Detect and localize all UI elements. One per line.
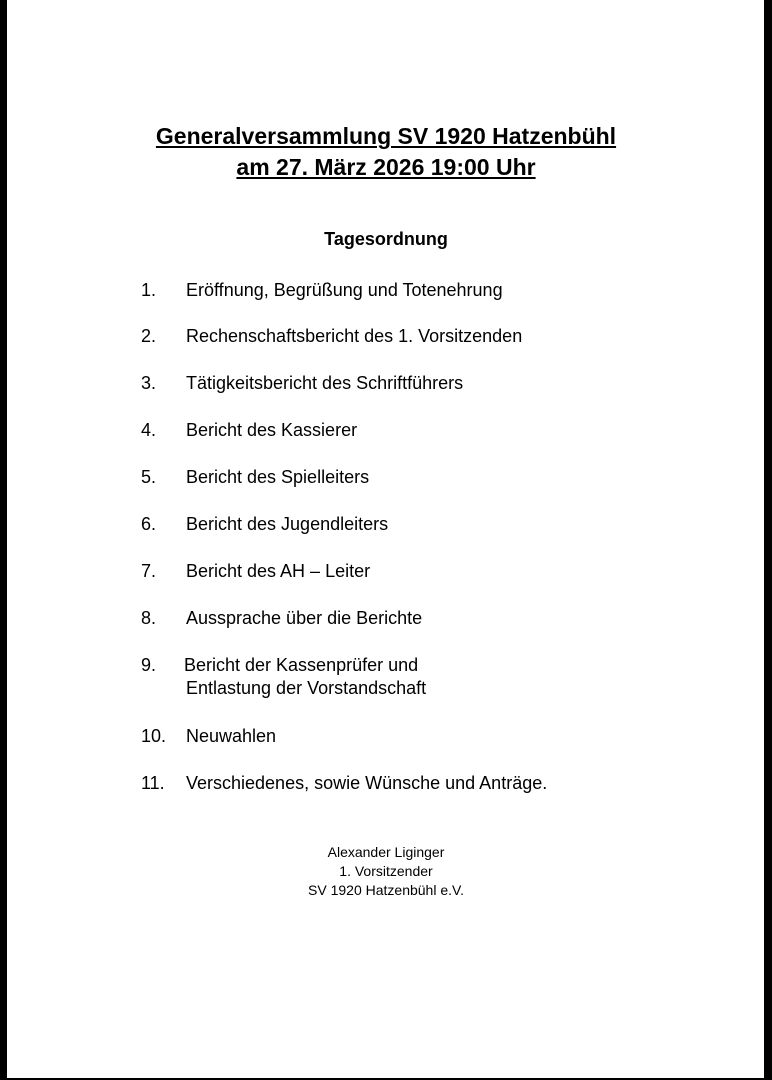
agenda-item-text-line-2: Entlastung der Vorstandschaft — [186, 678, 427, 698]
agenda-item-number: 7. — [141, 561, 157, 581]
agenda-item-text: Bericht der Kassenprüfer und — [184, 655, 419, 675]
document-page — [7, 0, 764, 1078]
signature-name: Alexander Liginger — [327, 844, 445, 860]
document-title-line-2: am 27. März 2026 19:00 Uhr — [236, 154, 536, 180]
agenda-item-text: Tätigkeitsbericht des Schriftführers — [186, 373, 464, 393]
signature-block — [0, 843, 772, 900]
agenda-item-number: 4. — [141, 420, 157, 440]
agenda-item-number: 5. — [141, 467, 157, 487]
agenda-item-text: Bericht des Spielleiters — [186, 467, 370, 487]
agenda-item-text: Aussprache über die Berichte — [186, 608, 423, 628]
agenda-item-text: Verschiedenes, sowie Wünsche und Anträge. — [186, 773, 548, 793]
agenda-heading: Tagesordnung — [324, 229, 448, 249]
agenda-item-text: Bericht des Jugendleiters — [186, 514, 389, 534]
agenda-item-number: 11. — [141, 773, 165, 793]
signature-club: SV 1920 Hatzenbühl e.V. — [308, 882, 464, 898]
agenda-item-number: 8. — [141, 608, 157, 628]
agenda-item-text: Bericht des AH – Leiter — [186, 561, 371, 581]
agenda-item-text: Bericht des Kassierer — [186, 420, 358, 440]
document-title-line-1: Generalversammlung SV 1920 Hatzenbühl — [155, 123, 617, 149]
agenda-item-number: 10. — [141, 726, 167, 746]
agenda-item-number: 2. — [141, 326, 157, 346]
agenda-item-number: 3. — [141, 373, 157, 393]
agenda-item-number: 6. — [141, 514, 157, 534]
agenda-item-text: Neuwahlen — [186, 726, 277, 746]
signature-role: 1. Vorsitzender — [339, 863, 433, 879]
agenda-item-number: 1. — [141, 280, 157, 300]
agenda-item-text: Rechenschaftsbericht des 1. Vorsitzenden — [186, 326, 523, 346]
agenda-item-number: 9. — [141, 655, 157, 675]
agenda-item-text: Eröffnung, Begrüßung und Totenehrung — [186, 280, 503, 300]
